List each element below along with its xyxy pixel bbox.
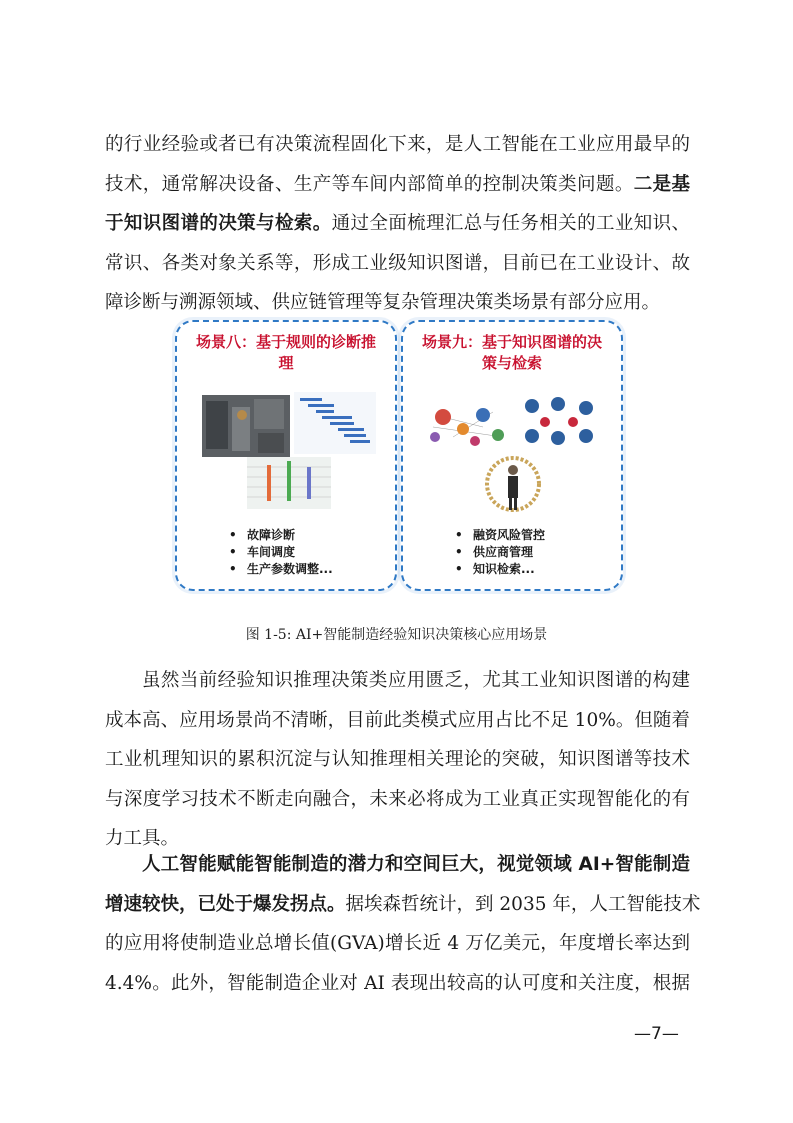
list-item: • 供应商管理: [473, 544, 621, 561]
paragraph-1: [105, 125, 690, 323]
paragraph-2: [105, 661, 690, 859]
knowledge-graph-image: [423, 397, 513, 452]
scenario-card-knowledge-graph: [401, 320, 623, 591]
network-graph-image: [518, 392, 602, 452]
text-line: 工业机理知识的累积沉淀与认知推理相关理论的突破，知识图谱等技术: [105, 749, 690, 770]
list-item: • 车间调度: [247, 544, 395, 561]
page-number: —7—: [634, 1024, 679, 1044]
list-item: • 生产参数调整...: [247, 561, 395, 578]
text-line: 的应用将使制造业总增长值(GVA)增长近 4 万亿美元，年度增长率达到: [105, 933, 690, 954]
text-line: 增速较快，已处于爆发拐点。据埃森哲统计，到 2035 年，人工智能技术: [105, 893, 701, 915]
list-item: • 故障诊断: [247, 527, 395, 544]
scenario-card-rule-based: [175, 320, 397, 591]
bold-text: 人工智能赋能智能制造的潜力和空间巨大，视觉领域 AI+智能制造: [142, 854, 690, 875]
parameter-chart-image: [247, 457, 331, 509]
list-item: • 融资风险管控: [473, 527, 621, 544]
card-title: 场景九：基于知识图谱的决策与检索: [421, 333, 602, 372]
bullet-list: [177, 527, 395, 578]
text-line: 4.4%。此外，智能制造企业对 AI 表现出较高的认可度和关注度，根据: [105, 972, 690, 994]
bullet-list: [403, 527, 621, 578]
text-line: 力工具。: [105, 828, 180, 849]
text-line: 障诊断与溯源领域、供应链管理等复杂管理决策类场景有部分应用。: [105, 292, 661, 313]
figure-caption: 图 1-5: AI+智能制造经验知识决策核心应用场景: [245, 627, 548, 643]
factory-photo: [202, 395, 290, 457]
text-line: 成本高、应用场景尚不清晰，目前此类模式应用占比不足 10%。但随着: [105, 709, 690, 731]
text-line: 常识、各类对象关系等，形成工业级知识图谱，目前已在工业设计、故: [105, 252, 690, 274]
bold-text: 于知识图谱的决策与检索。: [105, 213, 332, 234]
paragraph-3: [105, 845, 701, 1003]
card-title: 场景八：基于规则的诊断推理: [195, 333, 376, 372]
list-item: • 知识检索...: [473, 561, 621, 578]
person-network-image: [473, 452, 553, 512]
bold-text: 二是基: [633, 173, 690, 195]
bold-text: 增速较快，已处于爆发拐点。: [105, 893, 346, 915]
text-line: 技术，通常解决设备、生产等车间内部简单的控制决策类问题。二是基: [105, 173, 690, 195]
text-line: 于知识图谱的决策与检索。通过全面梳理汇总与任务相关的工业知识、: [105, 213, 690, 234]
text-line: 虽然当前经验知识推理决策类应用匮乏，尤其工业知识图谱的构建: [142, 670, 690, 691]
gantt-chart-image: [294, 392, 376, 454]
text-line: 与深度学习技术不断走向融合，未来必将成为工业真正实现智能化的有: [105, 788, 690, 810]
text-line: 的行业经验或者已有决策流程固化下来，是人工智能在工业应用最早的: [105, 134, 690, 155]
